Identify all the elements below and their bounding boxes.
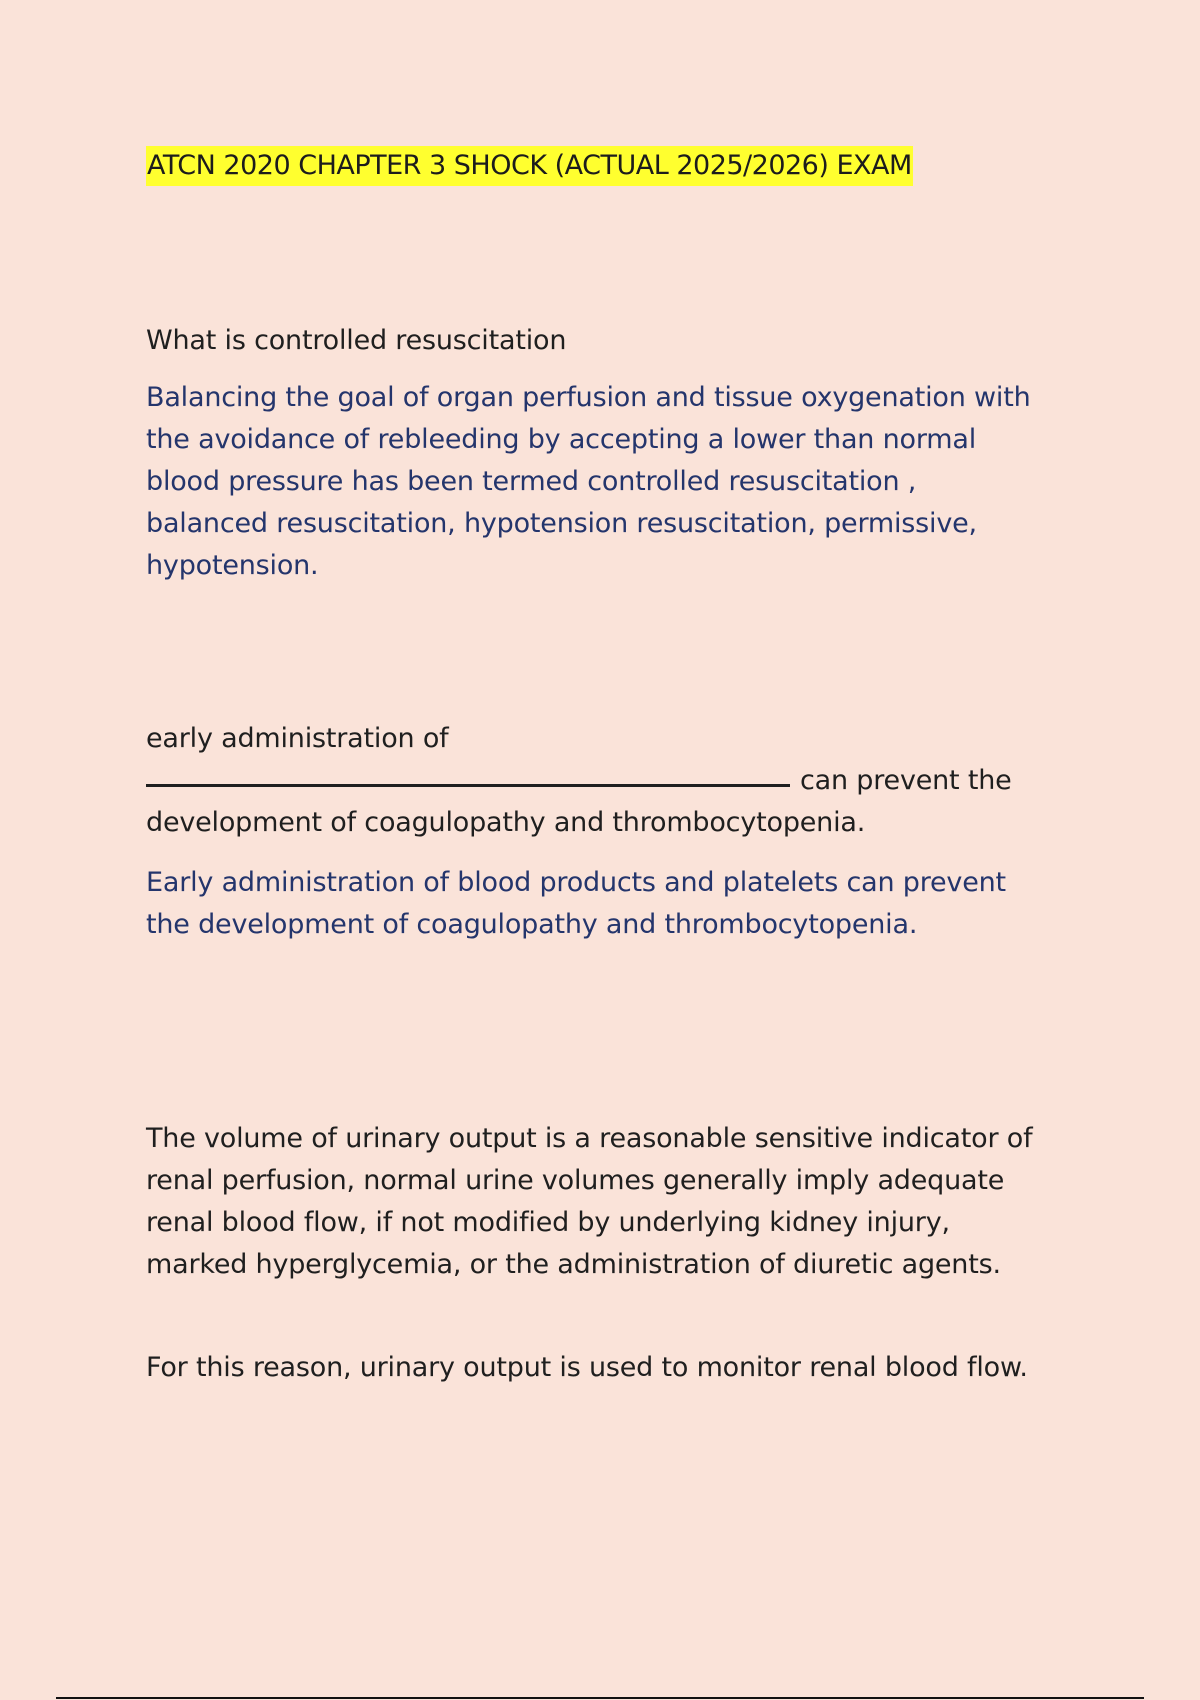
footer-rule	[56, 1697, 1144, 1699]
answer-2: Early administration of blood products and platelets can prevent the development of coagulopathy and thrombocytopenia.	[146, 867, 1006, 940]
question-2-start: early administration of	[146, 723, 449, 754]
answer-1: Balancing the goal of organ perfusion and tissue oxygenation with the avoidance of rebleeding by accepting a lower than normal blood pressure has been termed controlled resuscitation , balanced resuscitation, hypotension resuscitation, permissive, hypotension.	[146, 382, 1031, 581]
answer-blank	[146, 760, 790, 787]
question-2	[146, 718, 1046, 844]
question-2-end: development of coagulopathy and thrombocytopenia.	[146, 807, 866, 838]
question-2-inline: can prevent the	[800, 765, 1012, 796]
document-title: ATCN 2020 CHAPTER 3 SHOCK (ACTUAL 2025/2026) EXAM	[146, 146, 913, 186]
question-3: The volume of urinary output is a reasonable sensitive indicator of renal perfusion, normal urine volumes generally imply adequate renal blood flow, if not modified by underlying kidney injury, marked hyperglycemia, or the administration of diuretic agents.	[146, 1123, 1033, 1280]
question-2-blank-line	[146, 760, 1046, 802]
answer-3: For this reason, urinary output is used to monitor renal blood flow.	[146, 1352, 1028, 1383]
question-1: What is controlled resuscitation	[146, 325, 567, 356]
